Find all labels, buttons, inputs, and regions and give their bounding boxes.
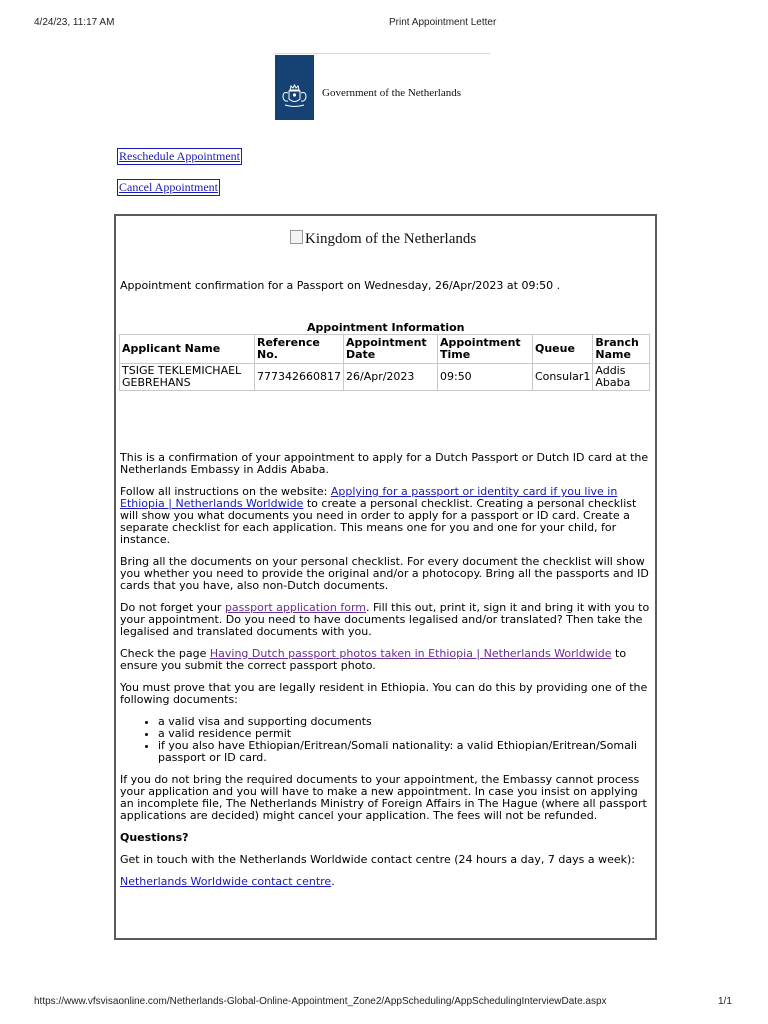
header-applicant-name: Applicant Name: [120, 335, 255, 364]
header-queue: Queue: [532, 335, 592, 364]
documents-paragraph: Bring all the documents on your personal checklist. For every document the checklist will show you whether you need to provide the original and/or a photocopy. Bring all the passports and ID cards that you have, also non-Dutch documents.: [120, 555, 649, 592]
photo-text: Check the page: [120, 647, 210, 660]
contact-line: [120, 876, 651, 888]
header-appointment-time: Appointment Time: [437, 335, 532, 364]
photo-paragraph: [120, 648, 651, 672]
passport-photos-link[interactable]: Having Dutch passport photos taken in Ethiopia | Netherlands Worldwide: [209, 647, 612, 660]
cell-appointment-time: 09:50: [437, 364, 532, 391]
table-caption: Appointment Information: [307, 321, 465, 334]
form-text-continued: . Fill this out, print it, sign it and bring it with you to your appointment. Do you need to have documents legalised and/or translated? Then take the legalised and translated documents with you.: [120, 601, 650, 638]
questions-heading: Questions?: [120, 831, 189, 844]
list-item: • if you also have Ethiopian/Eritrean/Somali nationality: a valid Ethiopian/Eritrean/Somali passport or ID card.: [158, 740, 651, 764]
logo-rule: [275, 53, 490, 54]
logo-text: Government of the Netherlands: [322, 87, 461, 99]
form-text: Do not forget your: [120, 601, 225, 614]
contact-paragraph: Get in touch with the Netherlands Worldwide contact centre (24 hours a day, 7 days a week):: [120, 853, 635, 866]
intro-paragraph: This is a confirmation of your appointment to apply for a Dutch Passport or Dutch ID card at the Netherlands Embassy in Addis Ababa.: [120, 451, 649, 476]
broken-image-icon: [290, 230, 303, 244]
instructions-text-continued: to create a personal checklist. Creating a personal checklist will show you what documents you need in order to apply for a passport or ID card. Create a separate checklist for each application. This means one for you and one for your child, for instance.: [120, 497, 637, 546]
contact-centre-link[interactable]: Netherlands Worldwide contact centre: [120, 875, 332, 888]
applying-passport-link[interactable]: Applying for a passport or identity card if you live in Ethiopia | Netherlands Worldwide: [120, 485, 618, 510]
reschedule-appointment-link[interactable]: Reschedule Appointment: [119, 149, 240, 163]
cell-queue: Consular1: [532, 364, 592, 391]
print-url: https://www.vfsvisaonline.com/Netherlands-Global-Online-Appointment_Zone2/AppScheduling/AppSchedulingInterviewDate.aspx: [34, 996, 607, 1007]
contact-period: .: [331, 875, 335, 888]
crest-icon: [275, 55, 314, 120]
warning-paragraph: If you do not bring the required documents to your appointment, the Embassy cannot process your application and you will have to make a new appointment. In case you insist on applying an incomplete file, The Netherlands Ministry of Foreign Affairs in The Hague (where all passport applications are decided) might cancel your application. The fees will not be refunded.: [120, 773, 647, 822]
form-paragraph: [120, 602, 651, 638]
cell-branch-name: Addis Ababa: [593, 364, 650, 391]
instructions-paragraph: [120, 486, 651, 546]
passport-application-form-link[interactable]: passport application form: [224, 601, 366, 614]
cell-reference-no: 777342660817: [255, 364, 344, 391]
cancel-appointment-link[interactable]: Cancel Appointment: [119, 180, 218, 194]
government-logo: [275, 55, 314, 120]
instructions-text: Follow all instructions on the website:: [120, 485, 331, 498]
print-datetime: 4/24/23, 11:17 AM: [34, 17, 115, 28]
table-header-row: [120, 335, 650, 364]
residence-paragraph: You must prove that you are legally resident in Ethiopia. You can do this by providing one of the following documents:: [120, 681, 648, 706]
appointment-table: [119, 334, 650, 391]
header-appointment-date: Appointment Date: [343, 335, 437, 364]
appointment-letter: [114, 214, 657, 940]
cell-appointment-date: 26/Apr/2023: [343, 364, 437, 391]
cell-applicant-name: TSIGE TEKLEMICHAEL GEBREHANS: [120, 364, 255, 391]
letter-body: [120, 452, 651, 898]
header-reference-no: Reference No.: [255, 335, 344, 364]
residence-documents-list: [120, 716, 651, 764]
print-page-number: 1/1: [718, 996, 732, 1007]
print-title: Print Appointment Letter: [389, 17, 497, 28]
photo-text-continued: to ensure you submit the correct passport photo.: [120, 647, 627, 672]
list-item: • a valid visa and supporting documents: [158, 716, 651, 728]
header-branch-name: Branch Name: [593, 335, 650, 364]
table-row: [120, 364, 650, 391]
list-item: • a valid residence permit: [158, 728, 651, 740]
kingdom-logo-alt: Kingdom of the Netherlands: [305, 231, 477, 247]
confirmation-text: Appointment confirmation for a Passport on Wednesday, 26/Apr/2023 at 09:50 .: [120, 279, 561, 292]
kingdom-logo-image: [290, 230, 476, 248]
